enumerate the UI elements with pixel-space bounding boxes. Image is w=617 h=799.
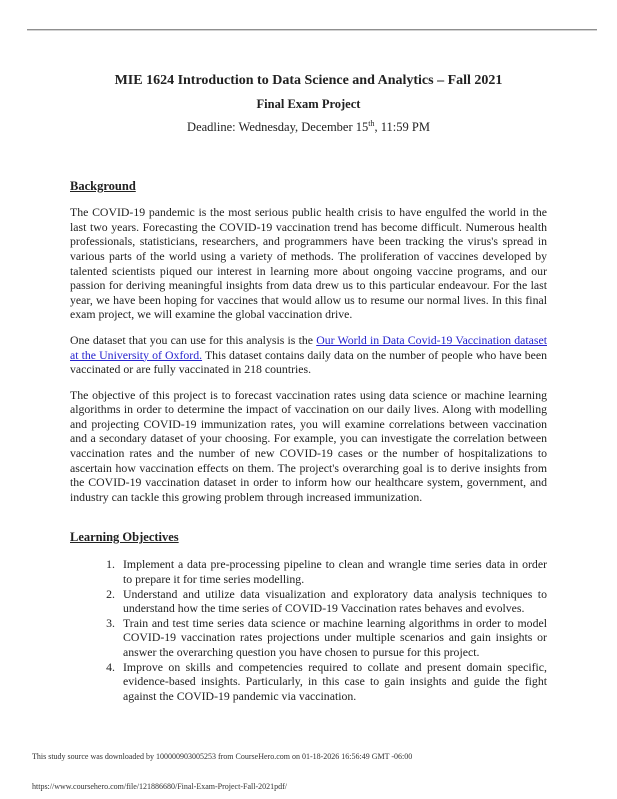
- dataset-link[interactable]: Our World in Data Covid-19 Vaccination dataset at the University of Oxford.: [70, 332, 547, 362]
- deadline-ordinal-superscript: th: [368, 119, 375, 128]
- objective-item: [70, 616, 547, 660]
- objective-number: 3.: [106, 615, 115, 630]
- objective-item: [70, 557, 547, 586]
- deadline-suffix: , 11:59 PM: [374, 120, 430, 135]
- footer-source-url: https://www.coursehero.com/file/121886680/Final-Exam-Project-Fall-2021pdf/: [32, 782, 287, 791]
- objective-text: Improve on skills and competencies required to collate and present domain specific, evidence-based insights. Particularly, in this case to gain insights and guide the fight against the COVID-19 pandemic via vaccination.: [123, 659, 547, 703]
- learning-objectives-list: [70, 557, 547, 703]
- background-paragraph-2: [70, 333, 547, 377]
- deadline-prefix: Deadline: Wednesday, December 15: [187, 120, 369, 135]
- objective-number: 2.: [106, 586, 115, 601]
- objective-item: [70, 660, 547, 704]
- paragraph-2-prefix: One dataset that you can use for this analysis is the: [70, 332, 317, 347]
- document-title: MIE 1624 Introduction to Data Science and Analytics – Fall 2021: [114, 73, 503, 88]
- document-subtitle: Final Exam Project: [256, 97, 361, 111]
- learning-objectives-heading: Learning Objectives: [70, 530, 179, 545]
- background-heading: Background: [70, 179, 136, 194]
- background-paragraph-3: The objective of this project is to forecast vaccination rates using data science or machine learning algorithms in order to determine the impact of vaccination on our daily lives. Along with modelling and projecting COVID-19 immunization rates, you will examine correlations between vaccination and a secondary dataset of your choosing. For example, you can investigate the correlation between vaccination rates and the number of new COVID-19 cases or the number of hospitalizations to ascertain how vaccination effects on them. The project's overarching goal is to derive insights from the COVID-19 vaccination dataset in order to inform how our healthcare system, government, and industry can tackle this growing problem through increased immunization.: [70, 387, 547, 504]
- document-content: [70, 72, 547, 703]
- objective-number: 1.: [106, 557, 115, 572]
- objective-text: Implement a data pre-processing pipeline to clean and wrangle time series data in order to prepare it for time series modelling.: [123, 557, 547, 587]
- objective-item: [70, 587, 547, 616]
- background-paragraph-1: The COVID-19 pandemic is the most serious public health crisis to have engulfed the world in the last two years. Forecasting the COVID-19 vaccination trend has become difficult. Numerous health professionals, statisticians, researchers, and programmers have been tracking the virus's spread in various parts of the world using a variety of methods. The proliferation of vaccines developed by talented scientists piqued our interest in learning more about ongoing vaccine programs, and our passion for deriving meaningful insights from data drew us to this particular endeavour. For the last year, we have been hoping for vaccines that would allow us to resume our normal lives. In this final exam project, we will examine the global vaccination drive.: [70, 205, 547, 322]
- header-rule: [27, 29, 597, 31]
- objective-number: 4.: [106, 659, 115, 674]
- objective-text: Train and test time series data science or machine learning algorithms in order to model COVID-19 vaccination rates projections under multiple scenarios and gain insights or answer the overarching question you have chosen to pursue for this project.: [123, 615, 547, 659]
- deadline-line: [70, 116, 547, 135]
- footer-download-note: This study source was downloaded by 100000903005253 from CourseHero.com on 01-18-2026 16:56:49 GMT -06:00: [32, 752, 413, 761]
- paragraph-2-suffix: This dataset contains daily data on the number of people who have been vaccinated or are fully vaccinated in 218 countries.: [70, 347, 547, 377]
- objective-text: Understand and utilize data visualization and exploratory data analysis techniques to understand how the time series of COVID-19 Vaccination rates behaves and evolves.: [123, 586, 547, 616]
